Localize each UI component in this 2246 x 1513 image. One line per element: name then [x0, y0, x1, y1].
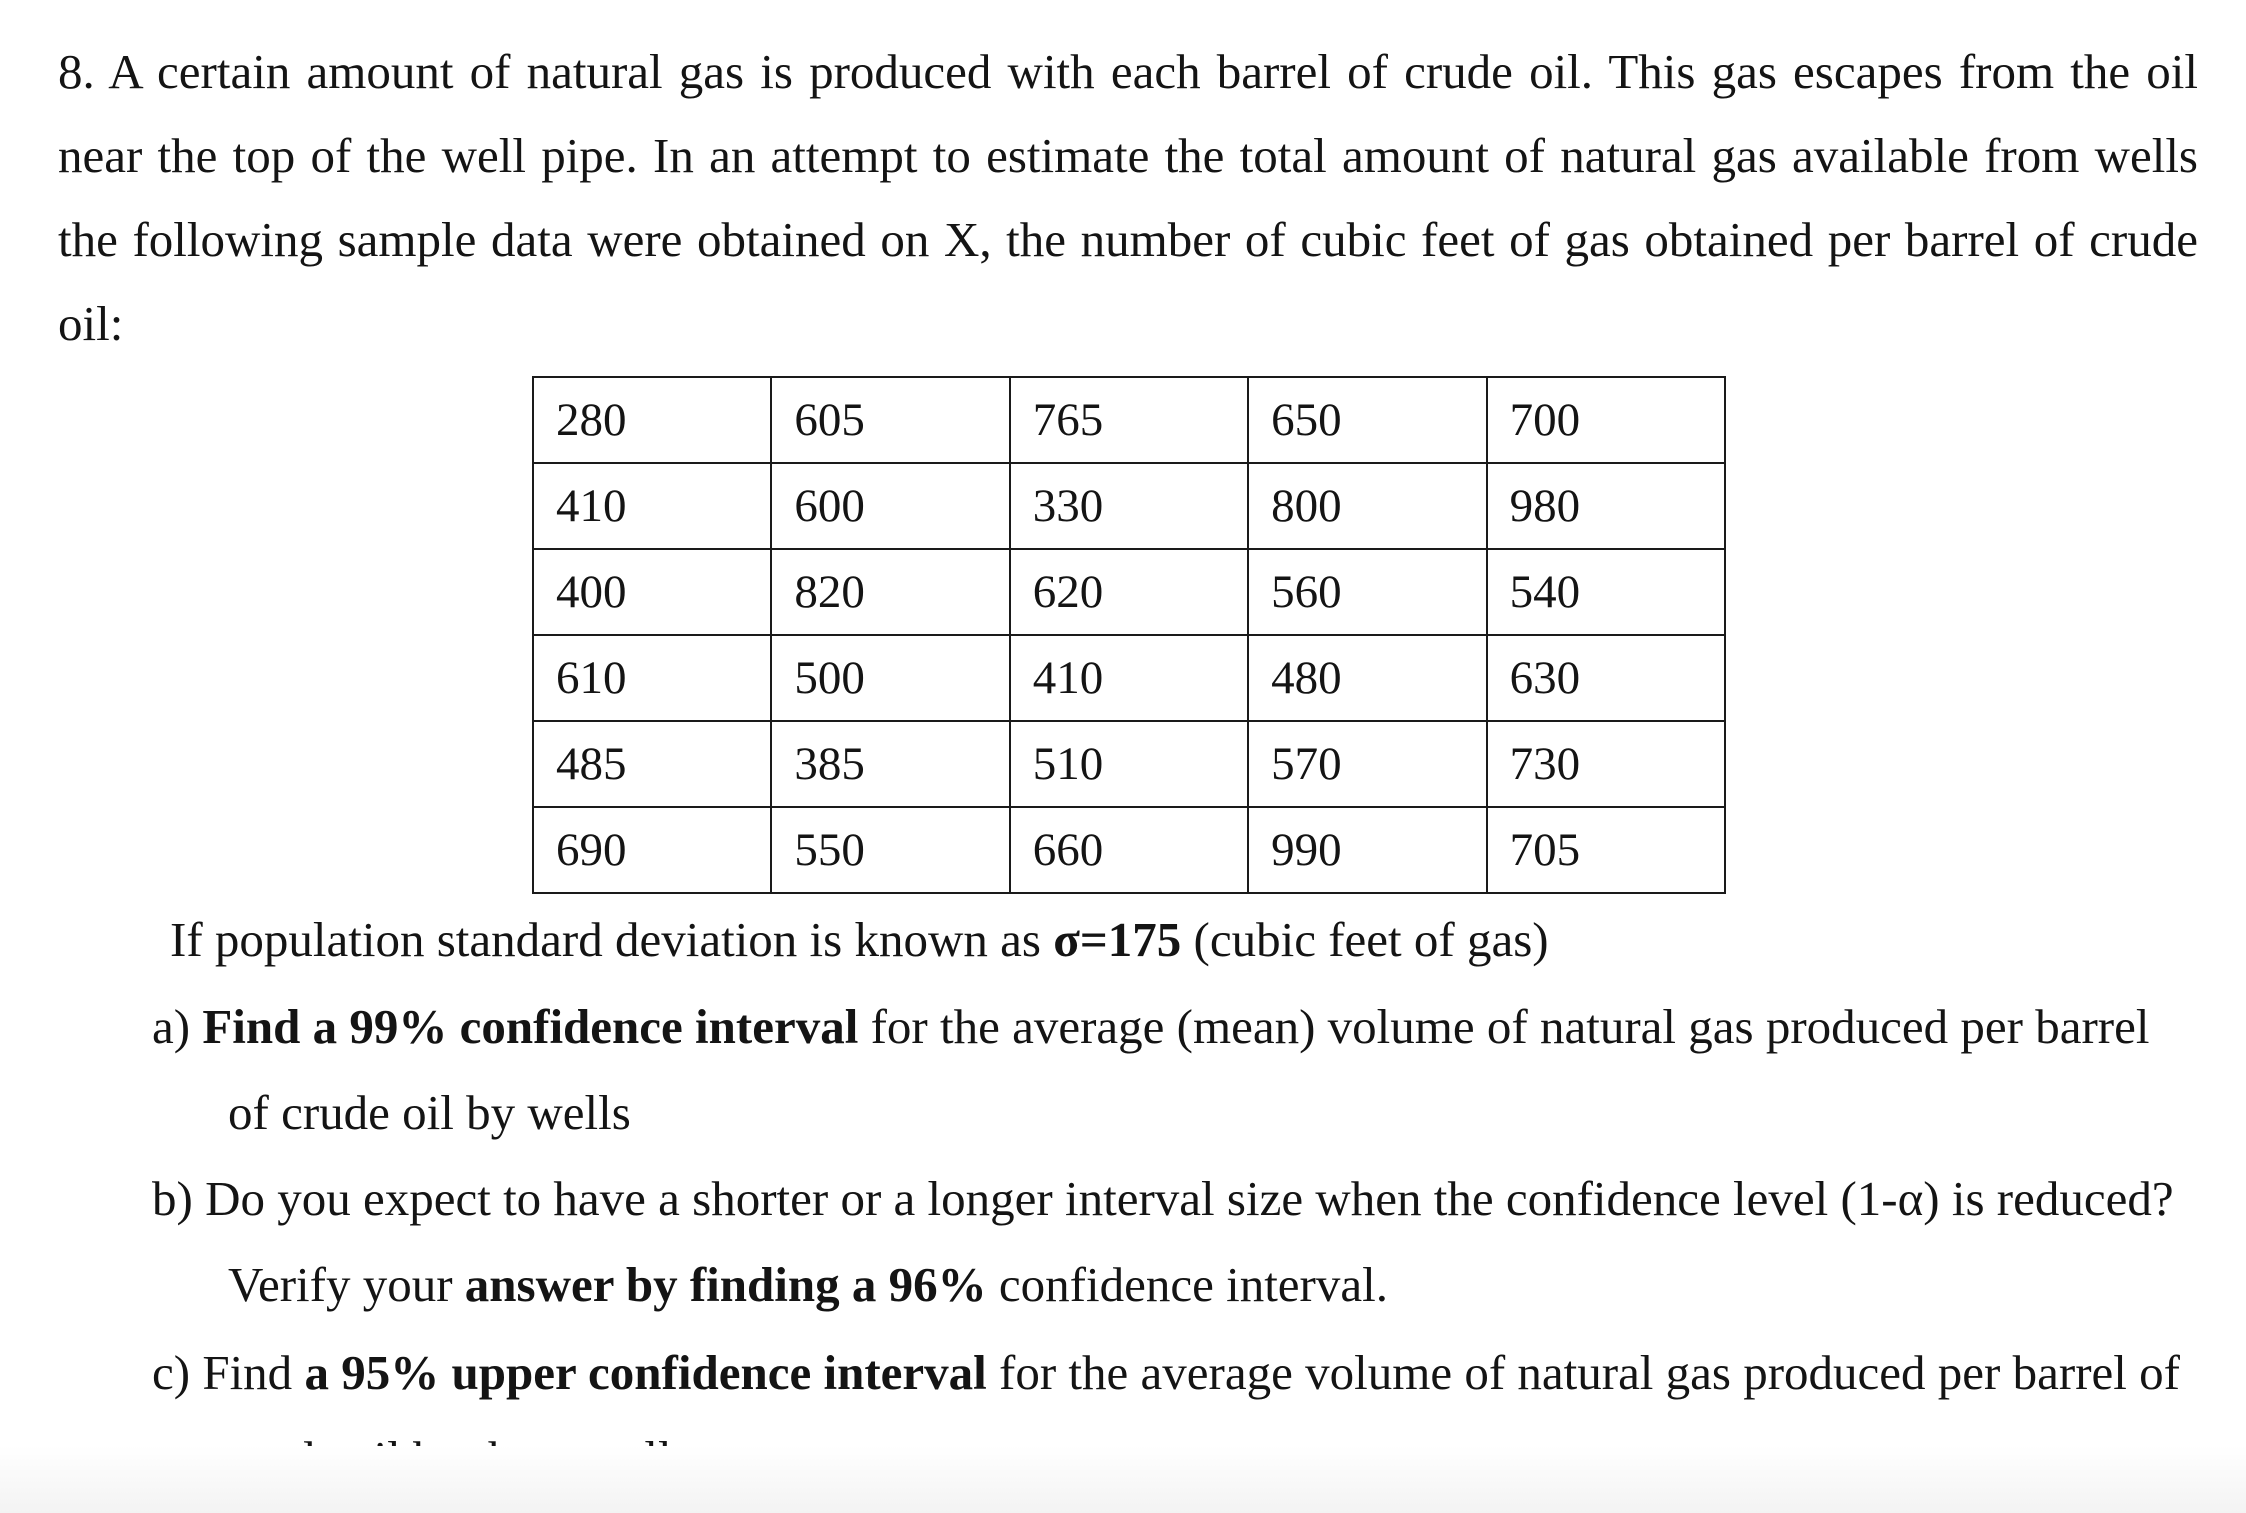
table-cell: 650 [1248, 377, 1486, 463]
table-cell: 510 [1010, 721, 1248, 807]
sample-data-table [532, 376, 1726, 894]
table-row [533, 807, 1725, 893]
table-cell: 800 [1248, 463, 1486, 549]
table-cell: 610 [533, 635, 771, 721]
table-cell: 280 [533, 377, 771, 463]
question-b-line1: b) Do you expect to have a shorter or a longer interval size when the confidence level (1-α) is reduced? [152, 1171, 2174, 1226]
table-cell: 730 [1487, 721, 1725, 807]
question-b-line2 [152, 1242, 2202, 1328]
table-cell: 605 [771, 377, 1009, 463]
table-row [533, 721, 1725, 807]
table-cell: 990 [1248, 807, 1486, 893]
table-cell: 540 [1487, 549, 1725, 635]
sample-data-table-body [533, 377, 1725, 893]
table-cell: 705 [1487, 807, 1725, 893]
question-b [152, 1156, 2202, 1328]
sigma-suffix: (cubic feet of gas) [1181, 912, 1549, 967]
question-b-line2-prefix: Verify your [228, 1257, 465, 1312]
table-cell: 620 [1010, 549, 1248, 635]
table-row [533, 377, 1725, 463]
table-cell: 480 [1248, 635, 1486, 721]
question-a-line1 [152, 984, 2202, 1070]
table-cell: 560 [1248, 549, 1486, 635]
question-b-line2-bold: answer by finding a 96% [464, 1257, 987, 1312]
question-a-rest: for the average (mean) volume of natural gas produced per barrel [858, 999, 2150, 1054]
table-cell: 400 [533, 549, 771, 635]
question-a-line2: of crude oil by wells [228, 1085, 631, 1140]
sigma-prefix: If population standard deviation is known as [170, 912, 1054, 967]
question-c-prefix: c) Find [152, 1345, 305, 1400]
table-cell: 820 [771, 549, 1009, 635]
table-cell: 485 [533, 721, 771, 807]
question-a-marker: a) [152, 999, 203, 1054]
table-row [533, 635, 1725, 721]
table-cell: 385 [771, 721, 1009, 807]
table-cell: 550 [771, 807, 1009, 893]
question-b-line2-suffix: confidence interval. [986, 1257, 1388, 1312]
question-c-bold: a 95% upper confidence interval [304, 1345, 987, 1400]
table-cell: 410 [533, 463, 771, 549]
table-cell: 690 [533, 807, 771, 893]
table-cell: 330 [1010, 463, 1248, 549]
sigma-value: σ=175 [1053, 912, 1182, 967]
table-cell: 660 [1010, 807, 1248, 893]
question-a [152, 984, 2202, 1156]
table-cell: 700 [1487, 377, 1725, 463]
table-cell: 410 [1010, 635, 1248, 721]
sigma-statement [170, 898, 1549, 982]
table-cell: 630 [1487, 635, 1725, 721]
table-cell: 980 [1487, 463, 1725, 549]
question-a-bold: Find a 99% confidence interval [202, 999, 859, 1054]
problem-intro: 8. A certain amount of natural gas is produced with each barrel of crude oil. This gas escapes from the oil near the top of the well pipe. In an attempt to estimate the total amount of natural gas available from wells the following sample data were obtained on X, the number of cubic feet of gas obtained per barrel of crude oil: [58, 44, 2198, 351]
table-cell: 500 [771, 635, 1009, 721]
table-cell: 765 [1010, 377, 1248, 463]
table-cell: 600 [771, 463, 1009, 549]
table-row [533, 463, 1725, 549]
table-row [533, 549, 1725, 635]
question-c-rest: for the average volume of natural gas produced per barrel of [986, 1345, 2180, 1400]
question-c-line1 [152, 1330, 2202, 1416]
table-cell: 570 [1248, 721, 1486, 807]
bottom-shade [0, 1446, 2246, 1513]
